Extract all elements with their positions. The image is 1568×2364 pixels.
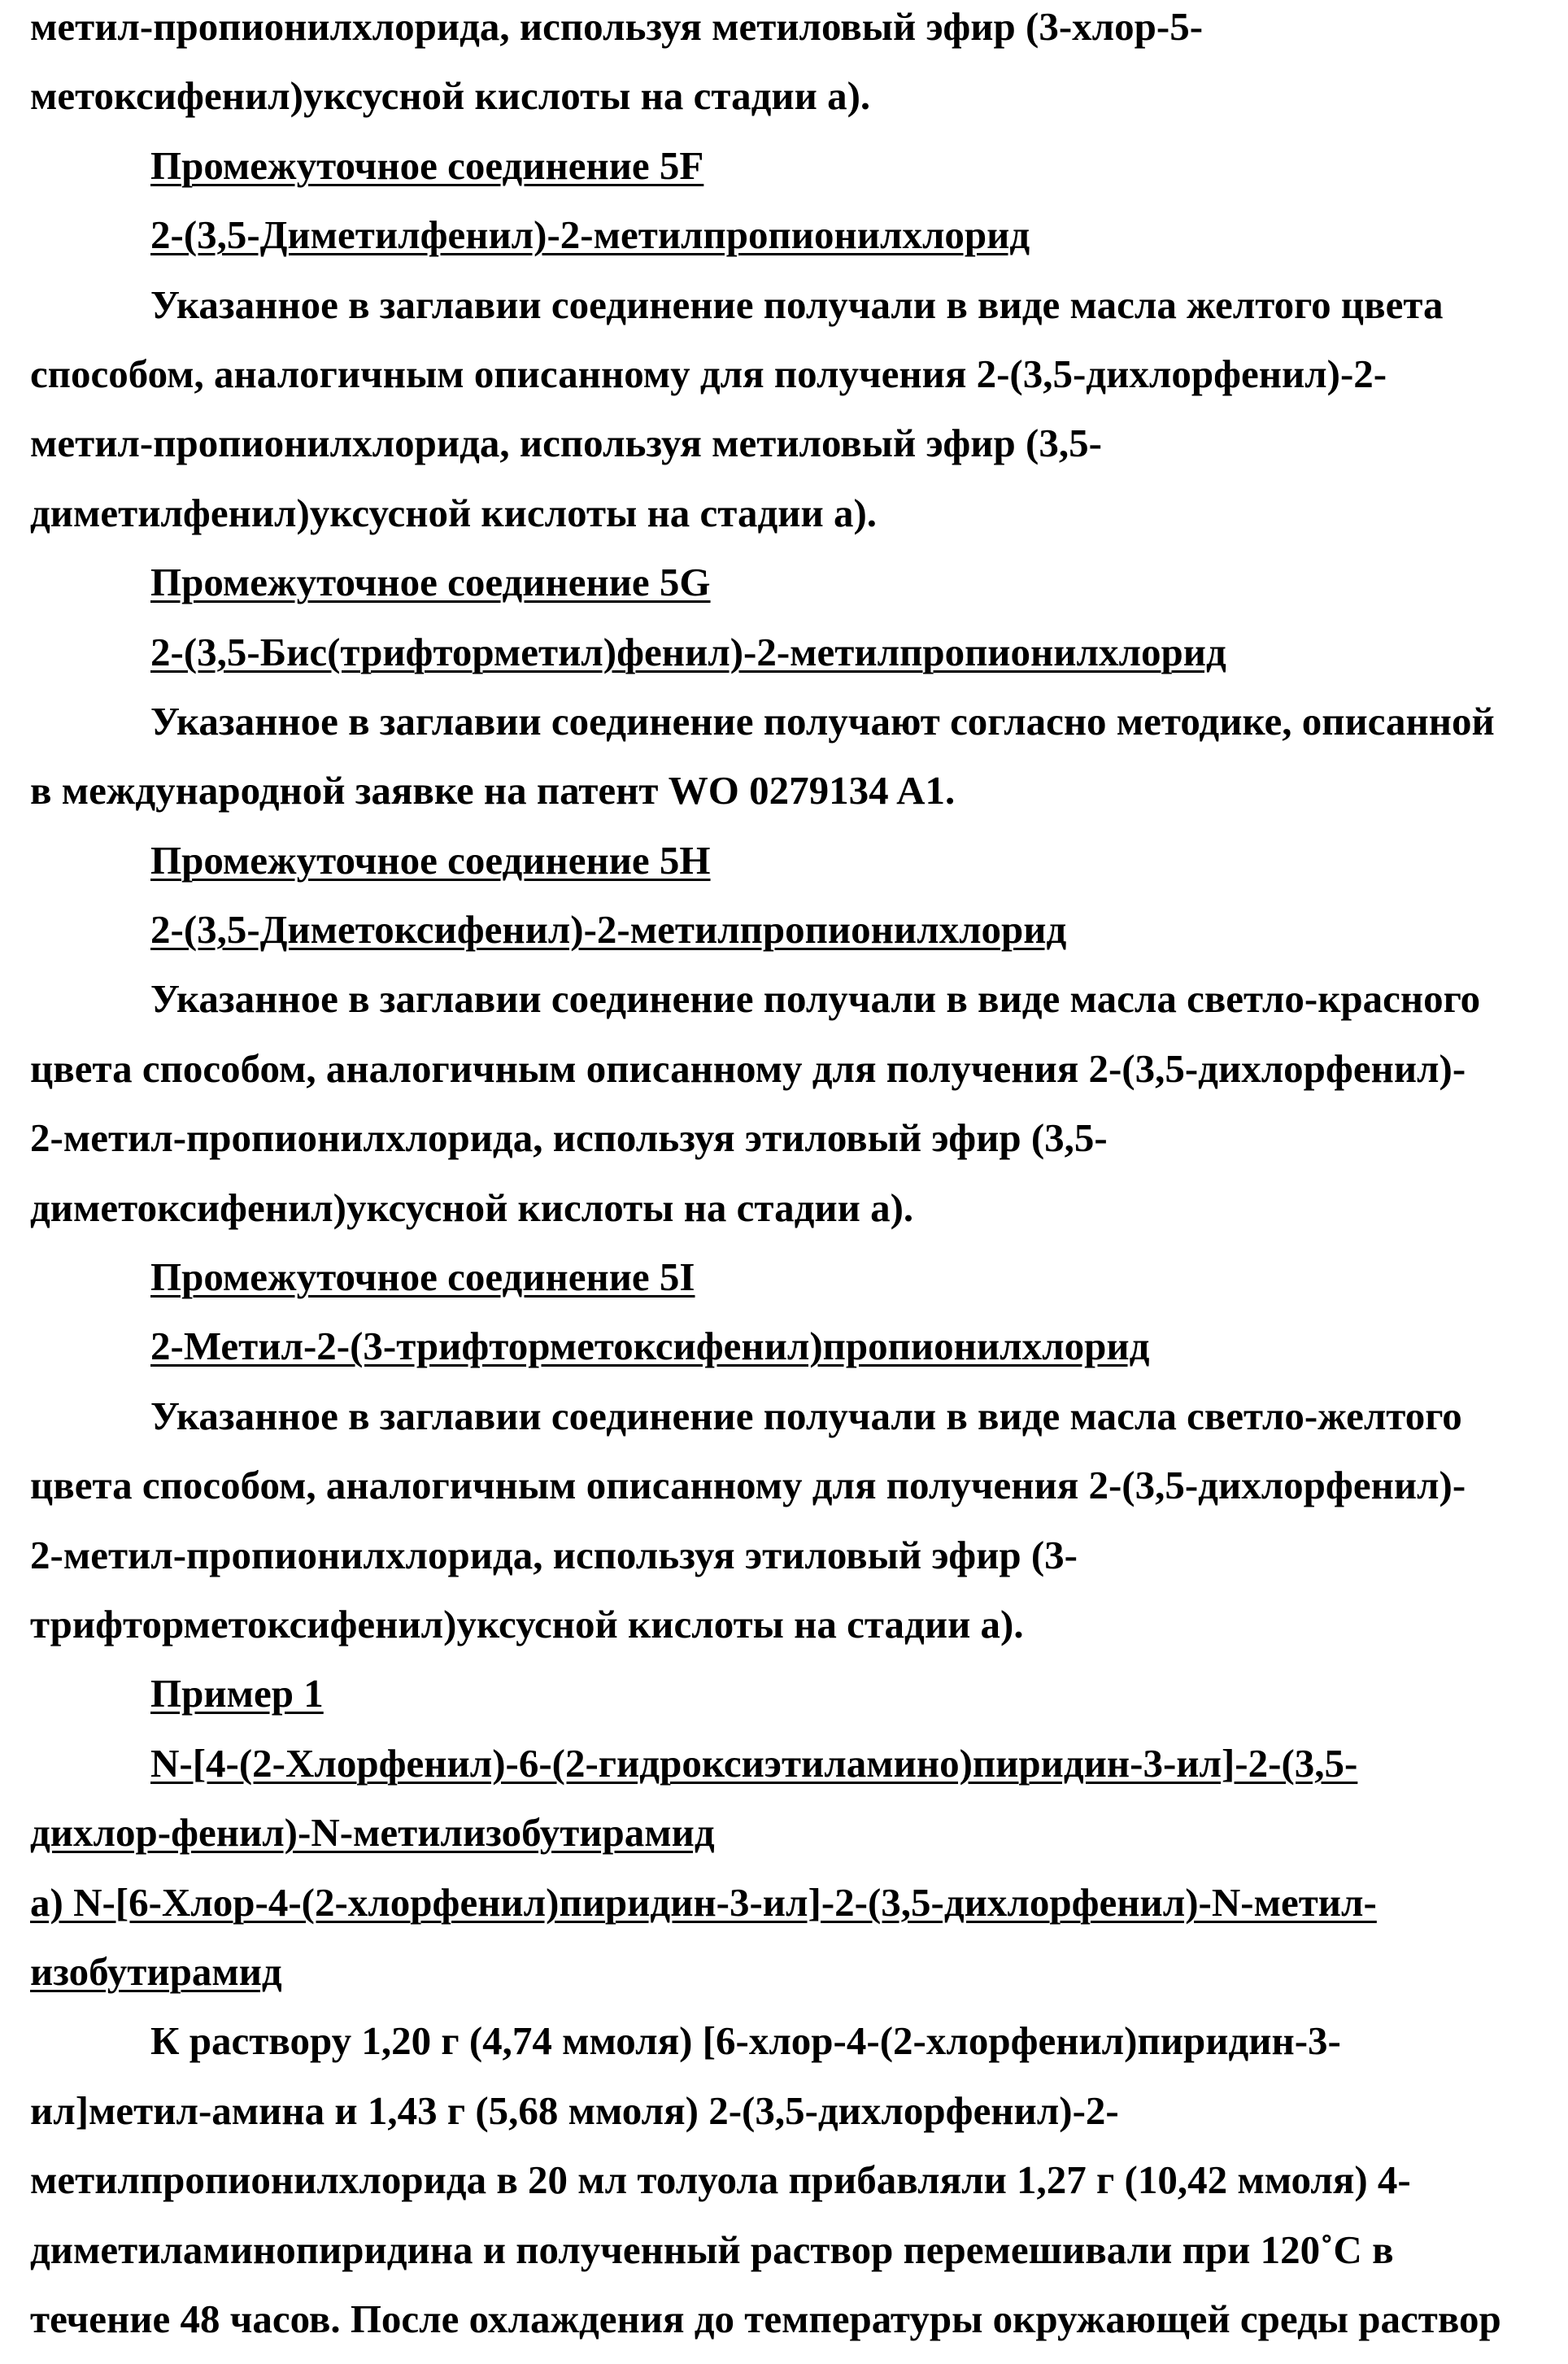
text-line (30, 2215, 1568, 2284)
line-text: трифторметоксифенил)уксусной кислоты на стадии а). (30, 1602, 1024, 1647)
text-line (30, 964, 1568, 1033)
line-text: в международной заявке на патент WO 0279134 A1. (30, 768, 955, 813)
line-text: Промежуточное соединение 5G (150, 560, 711, 604)
line-text: N-[4-(2-Хлорфенил)-6-(2-гидроксиэтиламино)пиридин-3-ил]-2-(3,5- (150, 1741, 1357, 1786)
heading-line (30, 547, 1568, 617)
text-line (30, 1590, 1568, 1659)
line-text: Промежуточное соединение 5I (150, 1254, 695, 1299)
line-text: изобутирамид (30, 1949, 282, 1994)
text-line (30, 1034, 1568, 1103)
line-text: Указанное в заглавии соединение получали в виде масла светло-желтого (150, 1394, 1462, 1438)
line-text: Указанное в заглавии соединение получали в виде масла светло-красного (150, 976, 1480, 1021)
text-line (30, 61, 1568, 130)
heading-line (30, 1798, 1568, 1867)
line-text: 2-метил-пропионилхлорида, используя этиловый эфир (3- (30, 1533, 1078, 1577)
line-text: Указанное в заглавии соединение получали в виде масла желтого цвета (150, 282, 1444, 327)
line-text: 2-Метил-2-(3-трифторметоксифенил)пропионилхлорид (150, 1324, 1149, 1368)
heading-line (30, 1659, 1568, 1728)
line-text: цвета способом, аналогичным описанному для получения 2-(3,5-дихлорфенил)- (30, 1046, 1466, 1091)
line-text: метилпропионилхлорида в 20 мл толуола прибавляли 1,27 г (10,42 ммоля) 4- (30, 2157, 1411, 2202)
text-line (30, 1173, 1568, 1242)
text-line (30, 339, 1568, 408)
line-text: Указанное в заглавии соединение получают согласно методике, описанной (150, 699, 1495, 744)
line-text: диметилфенил)уксусной кислоты на стадии а). (30, 491, 877, 535)
line-text: метоксифенил)уксусной кислоты на стадии а). (30, 73, 870, 118)
heading-line (30, 200, 1568, 269)
text-line (30, 1381, 1568, 1450)
line-text: 2-(3,5-Бис(трифторметил)фенил)-2-метилпропионилхлорид (150, 630, 1226, 674)
heading-line (30, 131, 1568, 200)
text-line (30, 2145, 1568, 2214)
line-text: ил]метил-амина и 1,43 г (5,68 ммоля) 2-(3,5-дихлорфенил)-2- (30, 2088, 1119, 2133)
line-text: диметиламинопиридина и полученный раствор перемешивали при 120˚С в (30, 2227, 1394, 2272)
line-text: диметоксифенил)уксусной кислоты на стадии а). (30, 1185, 913, 1230)
text-line (30, 270, 1568, 339)
line-text: а) N-[6-Хлор-4-(2-хлорфенил)пиридин-3-ил]-2-(3,5-дихлорфенил)-N-метил- (30, 1880, 1377, 1925)
text-line (30, 1103, 1568, 1172)
text-line (30, 2284, 1568, 2353)
line-text: дихлор-фенил)-N-метилизобутирамид (30, 1810, 715, 1855)
text-line (30, 687, 1568, 756)
line-text: метил-пропионилхлорида, используя метиловый эфир (3,5- (30, 421, 1102, 465)
heading-line (30, 1868, 1568, 1937)
heading-line (30, 1242, 1568, 1311)
line-text: Пример 1 (150, 1671, 324, 1716)
text-line (30, 0, 1568, 61)
line-text: 2-(3,5-Диметоксифенил)-2-метилпропионилхлорид (150, 907, 1066, 952)
line-text: Промежуточное соединение 5H (150, 838, 711, 883)
heading-line (30, 1311, 1568, 1380)
document-page (30, 0, 1568, 2353)
text-line (30, 756, 1568, 825)
line-text: 2-метил-пропионилхлорида, используя этиловый эфир (3,5- (30, 1115, 1108, 1160)
line-text: метил-пропионилхлорида, используя метиловый эфир (3-хлор-5- (30, 4, 1203, 49)
text-line (30, 2006, 1568, 2075)
line-text: К раствору 1,20 г (4,74 ммоля) [6-хлор-4-(2-хлорфенил)пиридин-3- (150, 2018, 1341, 2063)
line-text: способом, аналогичным описанному для получения 2-(3,5-дихлорфенил)-2- (30, 351, 1387, 396)
heading-line (30, 826, 1568, 895)
text-line (30, 1450, 1568, 1520)
line-text: цвета способом, аналогичным описанному для получения 2-(3,5-дихлорфенил)- (30, 1463, 1466, 1507)
heading-line (30, 1729, 1568, 1798)
text-line (30, 2076, 1568, 2145)
line-text: 2-(3,5-Диметилфенил)-2-метилпропионилхлорид (150, 212, 1030, 257)
heading-line (30, 617, 1568, 687)
text-line (30, 478, 1568, 547)
text-line (30, 1520, 1568, 1590)
line-text: течение 48 часов. После охлаждения до температуры окружающей среды раствор (30, 2296, 1501, 2341)
heading-line (30, 895, 1568, 964)
line-text: Промежуточное соединение 5F (150, 143, 703, 188)
text-line (30, 408, 1568, 478)
heading-line (30, 1937, 1568, 2006)
